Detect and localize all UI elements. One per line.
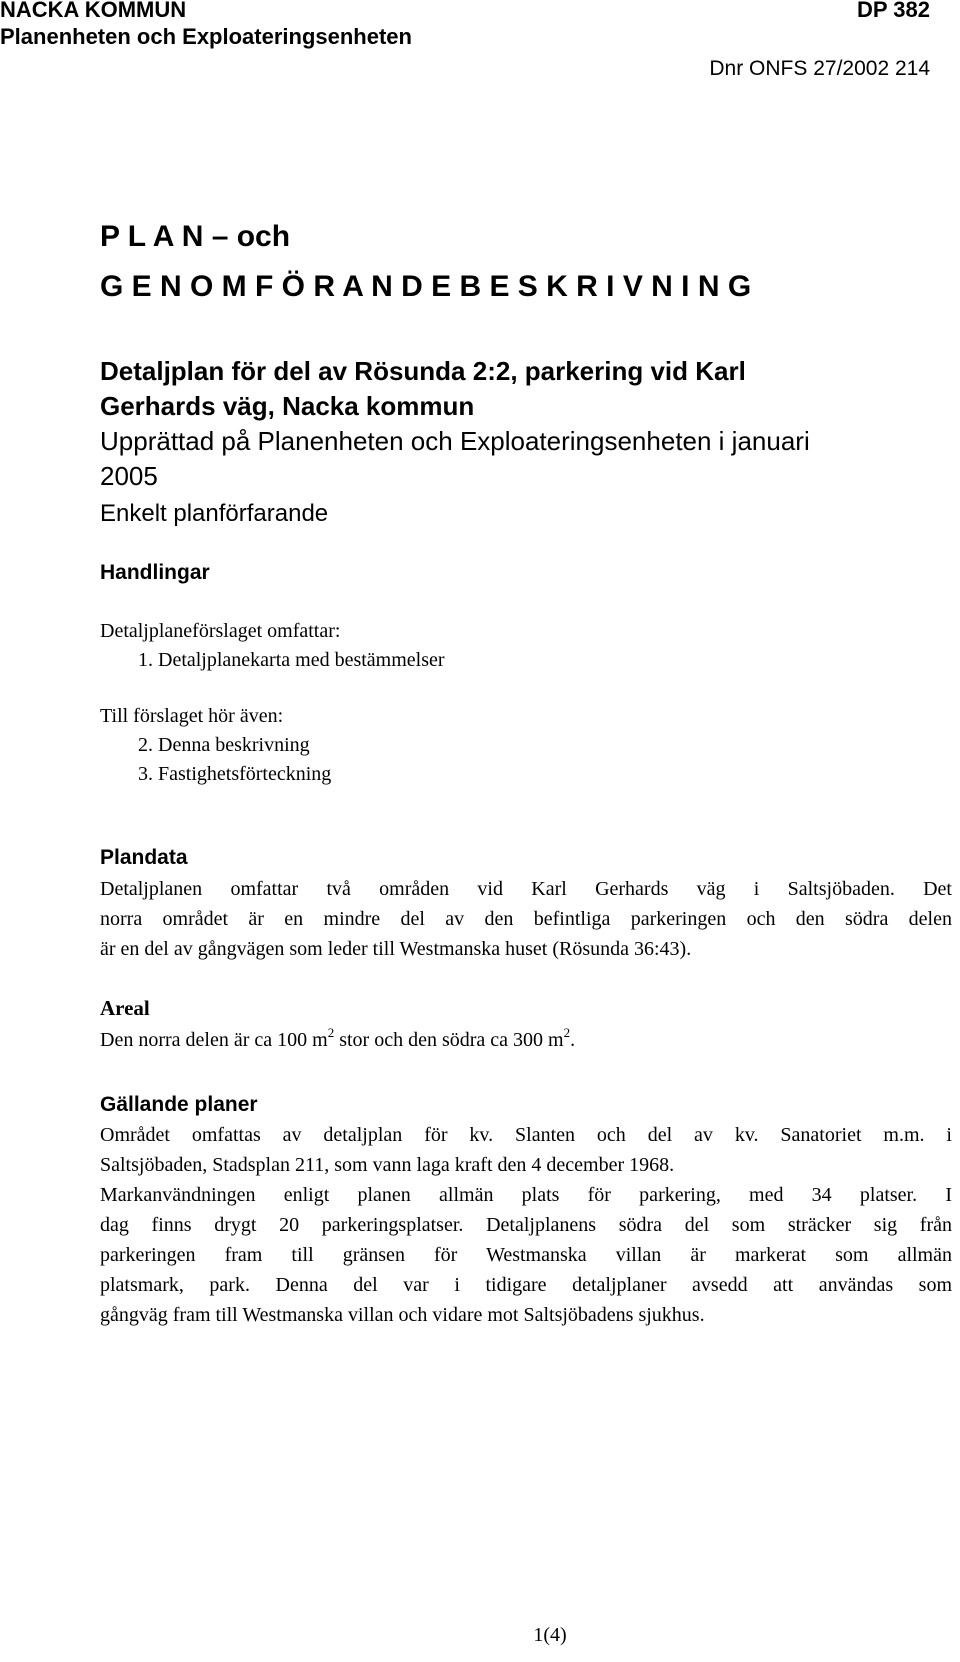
documents-also-heading: Till förslaget hör även:: [100, 705, 284, 727]
plans-line-5: parkeringen fram till gränsen för Westmanska villan är markerat som allmän: [100, 1244, 952, 1266]
documents-intro: Detaljplaneförslaget omfattar:: [100, 620, 341, 642]
areal-heading: Areal: [100, 996, 150, 1020]
header-unit: Planenheten och Exploateringsenheten: [0, 24, 412, 49]
current-plans-heading: Gällande planer: [100, 1093, 258, 1116]
subtitle-bold-line-1: Detaljplan för del av Rösunda 2:2, parkering vid Karl: [100, 356, 746, 386]
areal-text: [100, 1025, 575, 1057]
areal-sup-a: 2: [327, 1025, 335, 1040]
subtitle-bold-line-2: Gerhards väg, Nacka kommun: [100, 391, 475, 421]
subtitle-line-3: Upprättad på Planenheten och Exploateringsenheten i januari: [100, 426, 810, 456]
plans-line-2: Saltsjöbaden, Stadsplan 211, som vann laga kraft den 4 december 1968.: [100, 1154, 675, 1176]
documents-item-3: 3. Fastighetsförteckning: [138, 763, 332, 785]
header-document-code: DP 382: [857, 0, 930, 22]
current-plans-paragraph: [100, 1120, 952, 1330]
procedure-type: Enkelt planförfarande: [100, 500, 329, 527]
plandata-line-3: är en del av gångvägen som leder till Westmanska huset (Rösunda 36:43).: [100, 938, 692, 960]
plans-line-7: gångväg fram till Westmanska villan och vidare mot Saltsjöbadens sjukhus.: [100, 1304, 705, 1326]
documents-item-2: 2. Denna beskrivning: [138, 734, 310, 756]
plandata-paragraph: [100, 874, 952, 964]
areal-sup-b: 2: [563, 1025, 571, 1040]
plans-line-4: dag finns drygt 20 parkeringsplatser. Detaljplanens södra del som sträcker sig från: [100, 1214, 952, 1236]
plans-line-3: Markanvändningen enligt planen allmän plats för parkering, med 34 platser. I: [100, 1184, 952, 1206]
document-title-line-1: P L A N – och: [100, 220, 291, 253]
header-registration-number: Dnr ONFS 27/2002 214: [709, 57, 930, 80]
plan-subtitle: [100, 354, 952, 494]
header-organization: NACKA KOMMUN: [0, 0, 187, 22]
areal-text-b: stor och den södra ca 300 m: [334, 1029, 564, 1051]
documents-item-1: 1. Detaljplanekarta med bestämmelser: [138, 649, 445, 671]
plandata-heading: Plandata: [100, 846, 188, 869]
subtitle-line-4: 2005: [100, 461, 158, 491]
documents-heading: Handlingar: [100, 561, 210, 584]
plandata-line-1: Detaljplanen omfattar två områden vid Karl Gerhards väg i Saltsjöbaden. Det: [100, 878, 952, 900]
page-number: 1(4): [533, 1624, 567, 1646]
areal-text-c: .: [570, 1029, 576, 1051]
areal-text-a: Den norra delen är ca 100 m: [100, 1029, 328, 1051]
document-title-line-2: G E N O M F Ö R A N D E B E S K R I V N I N G: [100, 270, 752, 303]
plandata-line-2: norra området är en mindre del av den befintliga parkeringen och den södra delen: [100, 908, 952, 930]
plans-line-1: Området omfattas av detaljplan för kv. Slanten och del av kv. Sanatoriet m.m. i: [100, 1124, 952, 1146]
plans-line-6: platsmark, park. Denna del var i tidigare detaljplaner avsedd att användas som: [100, 1274, 952, 1296]
